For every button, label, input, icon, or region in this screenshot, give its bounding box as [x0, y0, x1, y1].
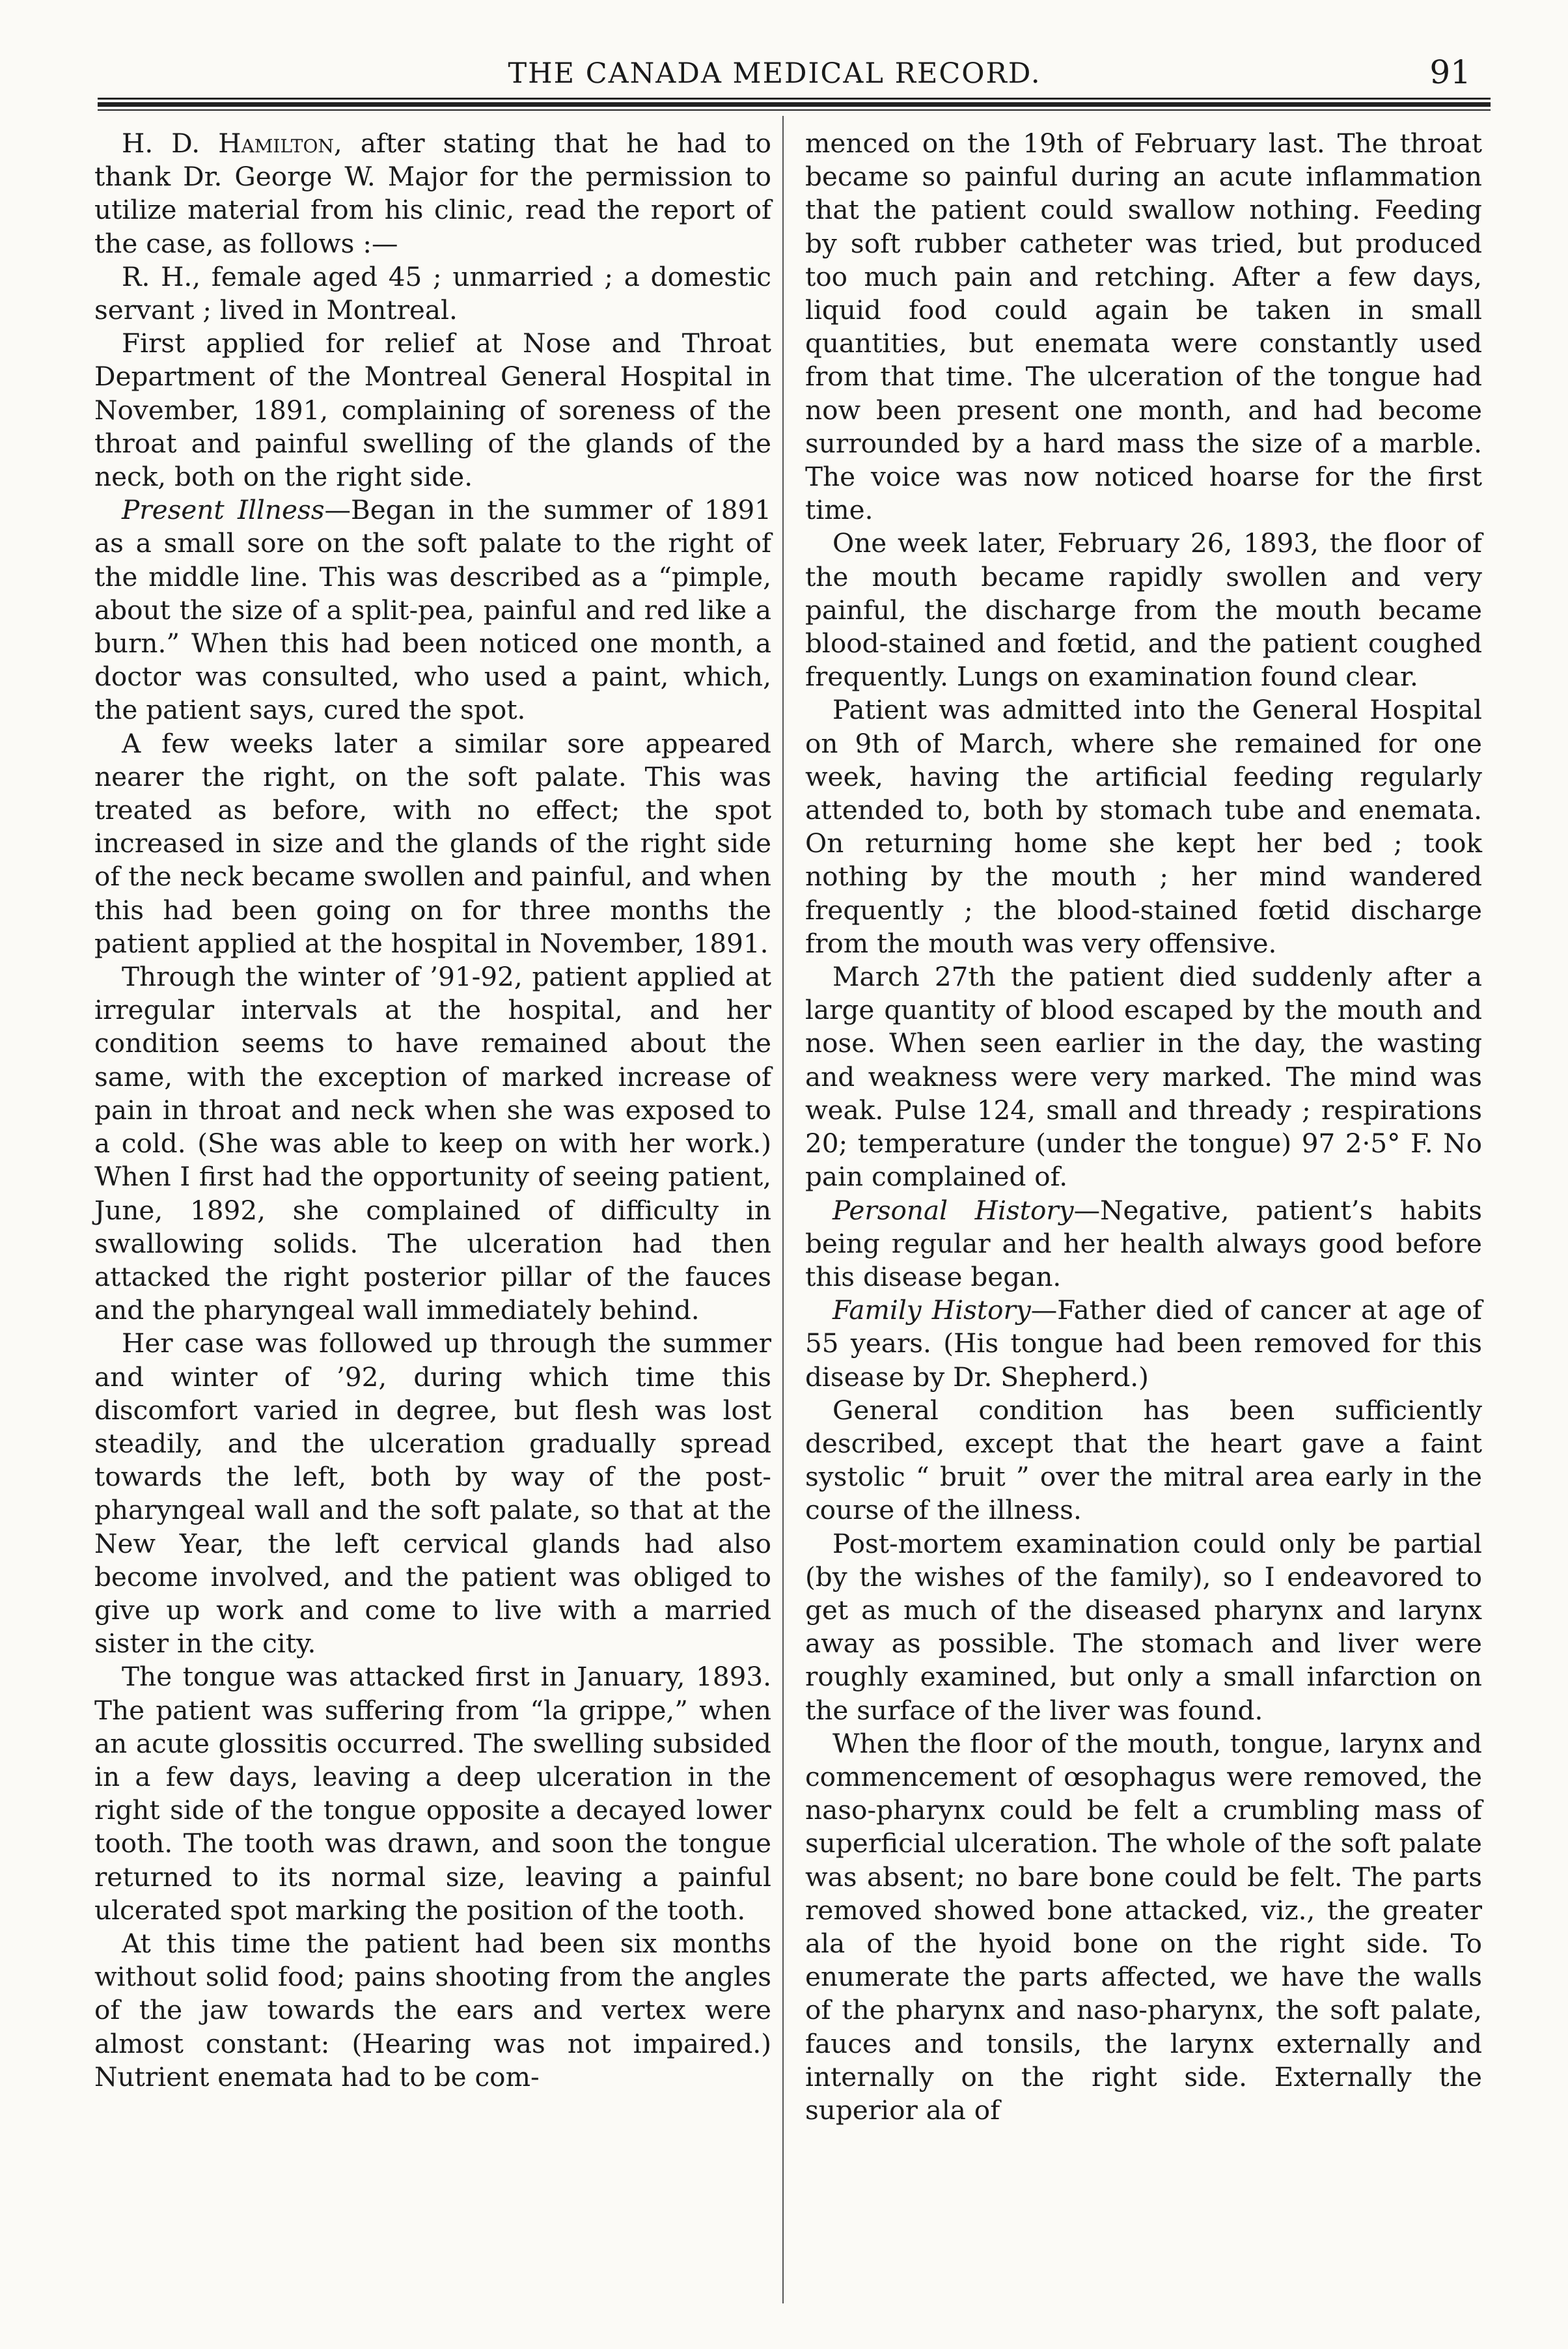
paragraph-week-later: One week later, February 26, 1893, the floor of the mouth became rapidly swollen and very painful, the discharge from the mouth became blood-stained and fœtid, and the patient coughed frequently. Lungs on examination found clear. [805, 527, 1482, 693]
header-rule-thick [98, 102, 1491, 107]
left-column [94, 127, 771, 2094]
paragraph-text: —Negative, patient’s habits being regular and her health always good before this disease began. [805, 1194, 1483, 1292]
paragraph-winter: Through the winter of ’91-92, patient applied at irregular intervals at the hospital, and her condition seems to have remained about the same, with the exception of marked increase of pain in throat and neck when she was exposed to a cold. (She was able to keep on with her work.) When I first had the opportunity of seeing patient, June, 1892, she complained of difficulty in swallowing solids. The ulceration had then attacked the right posterior pillar of the fauces and the pharyngeal wall immediately behind. [94, 961, 771, 1326]
paragraph-intro [94, 127, 771, 260]
paragraph-patient: R. H., female aged 45 ; unmarried ; a domestic servant ; lived in Montreal. [94, 260, 771, 326]
header-rule-top [98, 98, 1491, 100]
paragraph-summer: Her case was followed up through the summer and winter of ’92, during which time this discomfort varied in degree, but flesh was lost steadily, and the ulceration gradually spread towards the left, both by way of the post-pharyngeal wall and the soft palate, so that at the New Year, the left cervical glands had also become involved, and the patient was obliged to give up work and come to live with a married sister in the city. [94, 1327, 771, 1660]
section-label: Family History [832, 1294, 1031, 1326]
paragraph-text: after stating that he had to thank Dr. George W. Major for the permission to utilize material from his clinic, read the report of the case, as follows :— [94, 128, 771, 259]
paragraph-admitted: Patient was admitted into the General Hospital on 9th of March, where she remained for one week, having the artificial feeding regularly attended to, both by stomach tube and enemata. On returning home she kept her bed ; took nothing by the mouth ; her mind wandered frequently ; the blood-stained fœtid discharge from the mouth was very offensive. [805, 694, 1482, 959]
paragraph-present-illness [94, 493, 771, 727]
paragraph-few-weeks: A few weeks later a similar sore appeared nearer the right, on the soft palate. This was treated as before, with no effect; the spot increased in size and the glands of the right side of the neck became swollen and painful, and when this had been going on for three months the patient applied at the hospital in November, 1891. [94, 727, 771, 959]
paragraph-six-months: At this time the patient had been six months without solid food; pains shooting from the angles of the jaw towards the ears and vertex were almost constant: (Hearing was not impaired.) Nutrient enemata had to be com- [94, 1927, 771, 2092]
paragraph-text: —Began in the summer of 1891 as a small sore on the soft palate to the right of the middle line. This was described as a “pimple, about the size of a split-pea, painful and red like a burn.” When this had been noticed one month, a doctor was consulted, who used a paint, which, the patient says, cured the spot. [94, 494, 771, 726]
paragraph-tongue: The tongue was attacked first in January, 1893. The patient was suffering from “la grippe,” when an acute glossitis occurred. The swelling subsided in a few days, leaving a deep ulceration in the right side of the tongue opposite a decayed lower tooth. The tooth was drawn, and soon the tongue returned to its normal size, leaving a painful ulcerated spot marking the position of the tooth. [94, 1661, 771, 1926]
paragraph-floor-of-mouth: When the floor of the mouth, tongue, larynx and commencement of œsophagus were removed, the naso-pharynx could be felt a crumbling mass of superficial ulceration. The whole of the soft palate was absent; no bare bone could be felt. The parts removed showed bone attacked, viz., the greater ala of the hyoid bone on the right side. To enumerate the parts affected, we have the walls of the pharynx and naso-pharynx, the soft palate, fauces and tonsils, the larynx externally and internally on the right side. Externally the superior ala of [805, 1727, 1482, 2126]
section-label: Personal History [832, 1194, 1074, 1226]
paragraph-text: —Father died of cancer at age of 55 years. (His tongue had been removed for this disease by Dr. Shepherd.) [805, 1294, 1483, 1393]
paragraph-general-condition: General condition has been sufficiently described, except that the heart gave a faint systolic “ bruit ” over the mitral area early in the course of the illness. [805, 1394, 1482, 1526]
journal-title: THE CANADA MEDICAL RECORD. [508, 57, 1041, 90]
column-divider [782, 116, 784, 2303]
paragraph-post-mortem: Post-mortem examination could only be partial (by the wishes of the family), so I endeavored to get as much of the diseased pharynx and larynx away as possible. The stomach and liver were roughly examined, but only a small infarction on the surface of the liver was found. [805, 1527, 1482, 1726]
section-label: Present Illness [122, 494, 325, 526]
header-rule-bottom [98, 109, 1491, 111]
paragraph-personal-history [805, 1194, 1482, 1294]
paragraph-family-history [805, 1294, 1482, 1394]
author-name: H. D. Hamilton, [122, 128, 342, 159]
paragraph-continued: menced on the 19th of February last. The throat became so painful during an acute inflammation that the patient could swallow nothing. Feeding by soft rubber catheter was tried, but produced too much pain and retching. After a few days, liquid food could again be taken in small quantities, but enemata were constantly used from that time. The ulceration of the tongue had now been present one month, and had become surrounded by a hard mass the size of a marble. The voice was now noticed hoarse for the first time. [805, 128, 1482, 526]
right-column [805, 127, 1482, 2127]
page-number: 91 [1429, 53, 1471, 91]
paragraph-march-27: March 27th the patient died suddenly after a large quantity of blood escaped by the mouth and nose. When seen earlier in the day, the wasting and weakness were very marked. The mind was weak. Pulse 124, small and thready ; respirations 20; temperature (under the tongue) 97 2·5° F. No pain complained of. [805, 961, 1482, 1193]
paragraph-first-applied: First applied for relief at Nose and Throat Department of the Montreal General Hospital in November, 1891, complaining of soreness of the throat and painful swelling of the glands of the neck, both on the right side. [94, 327, 771, 493]
running-header [78, 39, 1471, 98]
